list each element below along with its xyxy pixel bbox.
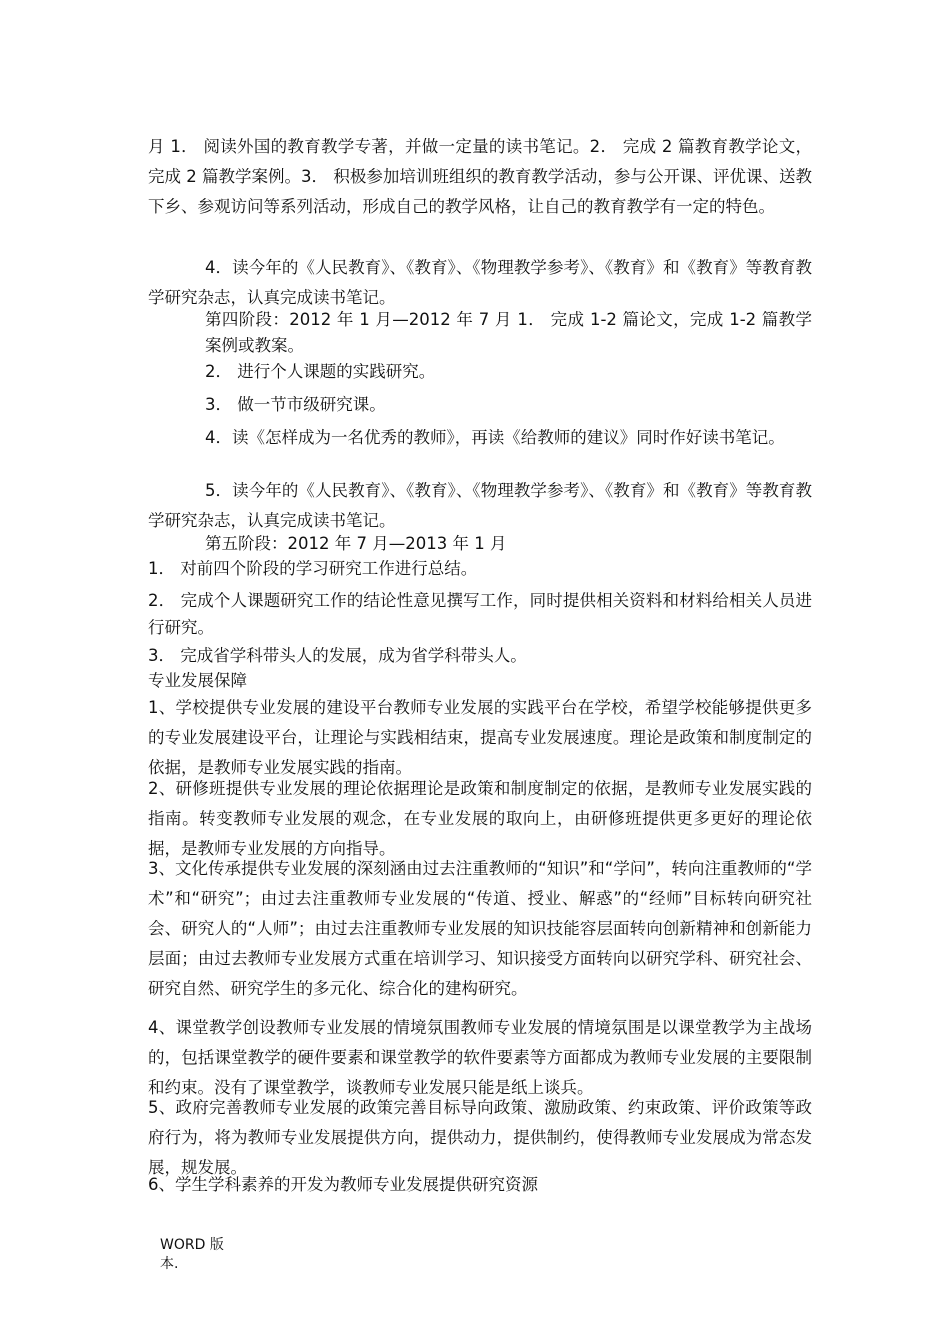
paragraph-guarantee-6: 6、学生学科素养的开发为教师专业发展提供研究资源 xyxy=(148,1175,538,1194)
paragraph-guarantee-5: 5、政府完善教师专业发展的政策完善目标导向政策、激励政策、约束政策、评价政策等政府行为，将为教师专业发展提供方向，提供动力，提供制约，使得教师专业发展成为常态发展，规发展。 xyxy=(148,1098,812,1177)
paragraph-guarantee-2: 2、研修班提供专业发展的理论依据理论是政策和制度制定的依据，是教师专业发展实践的指南。转变教师专业发展的观念，在专业发展的取向上，由研修班提供更多更好的理论依据，是教师专业发展的方向指导。 xyxy=(148,779,812,858)
paragraph-stage3-reading: 4．读今年的《人民教育》、《教育》、《物理教学参考》、《教育》和《教育》等教育教学研究杂志，认真完成读书笔记。 xyxy=(148,258,812,307)
footer-watermark xyxy=(160,1236,260,1274)
paragraph-stage3-tasks: 月 1． 阅读外国的教育教学专著，并做一定量的读书笔记。2． 完成 2 篇教育教学论文，完成 2 篇教学案例。3． 积极参加培训班组织的教育教学活动，参与公开课、评优课、送教下乡、参观访问等系列活动，形成自己的教学风格，让自己的教育教学有一定的特色。 xyxy=(148,137,812,216)
paragraph-stage4-item5: 5．读今年的《人民教育》、《教育》、《物理教学参考》、《教育》和《教育》等教育教学研究杂志，认真完成读书笔记。 xyxy=(148,481,812,530)
paragraph-stage5-item3: 3． 完成省学科带头人的发展，成为省学科带头人。 xyxy=(148,646,527,665)
paragraph-stage5-item1: 1． 对前四个阶段的学习研究工作进行总结。 xyxy=(148,559,478,578)
section-heading-guarantee: 专业发展保障 xyxy=(148,671,247,690)
paragraph-stage5-heading: 第五阶段：2012 年 7 月—2013 年 1 月 xyxy=(205,534,507,553)
paragraph-guarantee-3: 3、文化传承提供专业发展的深刻涵由过去注重教师的“知识”和“学问”，转向注重教师的“学术”和“研究”；由过去注重教师专业发展的“传道、授业、解惑”的“经师”目标转向研究社会、研究人的“人师”；由过去注重教师专业发展的知识技能容层面转向创新精神和创新能力层面；由过去教师专业发展方式重在培训学习、知识接受方面转向以研究学科、研究社会、研究自然、研究学生的多元化、综合化的建构研究。 xyxy=(148,859,812,998)
paragraph-guarantee-1: 1、学校提供专业发展的建设平台教师专业发展的实践平台在学校，希望学校能够提供更多的专业发展建设平台，让理论与实践相结束，提高专业发展速度。理论是政策和制度制定的依据，是教师专业发展实践的指南。 xyxy=(148,698,812,777)
paragraph-guarantee-4: 4、课堂教学创设教师专业发展的情境氛围教师专业发展的情境氛围是以课堂教学为主战场的，包括课堂教学的硬件要素和课堂教学的软件要素等方面都成为教师专业发展的主要限制和约束。没有了课堂教学，谈教师专业发展只能是纸上谈兵。 xyxy=(148,1018,812,1097)
paragraph-stage4-item4: 4．读《怎样成为一名优秀的教师》，再读《给教师的建议》同时作好读书笔记。 xyxy=(205,428,785,447)
paragraph-stage4-item2: 2． 进行个人课题的实践研究。 xyxy=(205,362,436,381)
footer-line-2: 本. xyxy=(160,1256,179,1272)
paragraph-stage5-item2: 2． 完成个人课题研究工作的结论性意见撰写工作，同时提供相关资料和材料给相关人员进行研究。 xyxy=(148,591,812,637)
paragraph-stage4-item3: 3． 做一节市级研究课。 xyxy=(205,395,386,414)
footer-line-1: WORD 版 xyxy=(160,1237,224,1253)
paragraph-stage4-heading: 第四阶段：2012 年 1 月—2012 年 7 月 1． 完成 1-2 篇论文，完成 1-2 篇教学案例或教案。 xyxy=(205,310,812,355)
